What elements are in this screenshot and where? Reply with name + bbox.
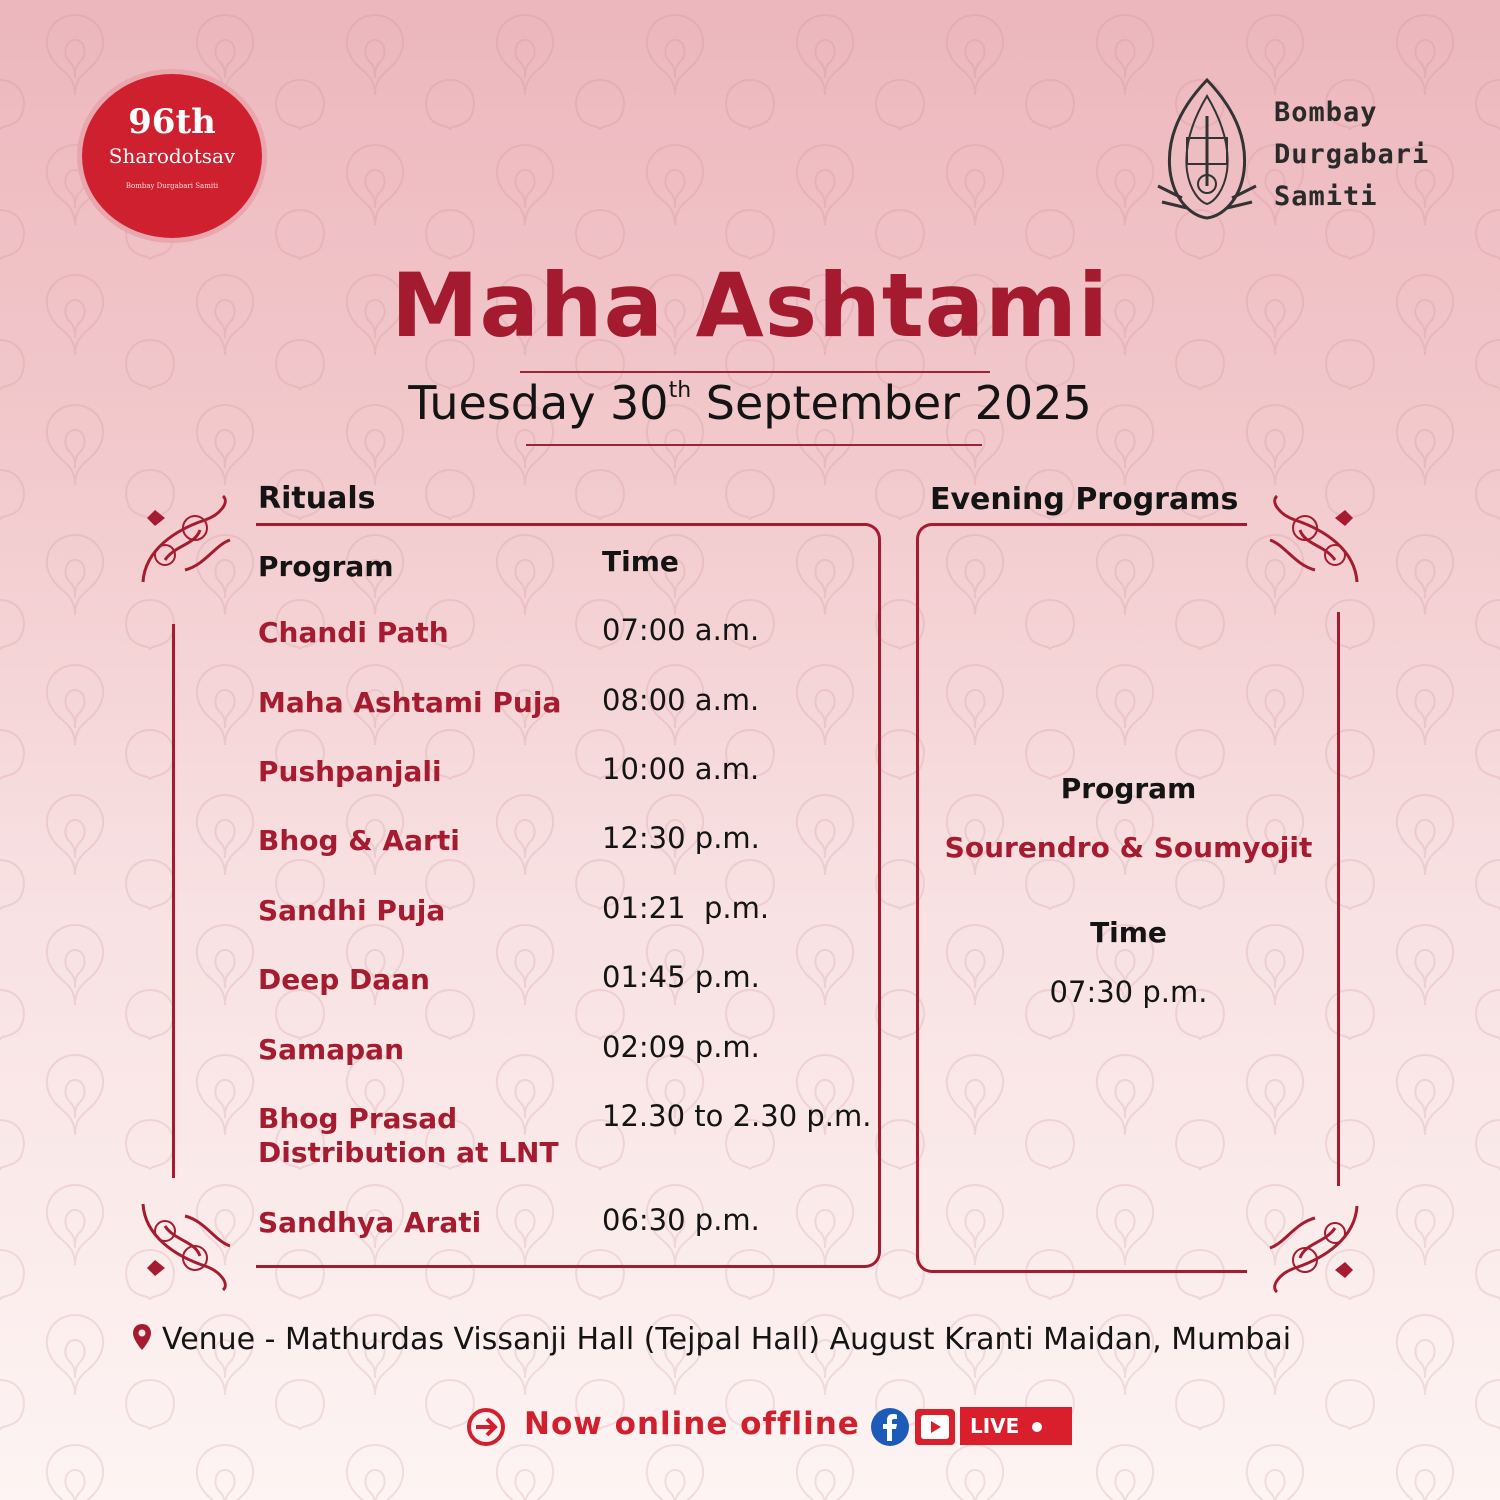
flourish-ornament-icon xyxy=(1265,490,1365,590)
organization-line-1: Bombay xyxy=(1274,97,1378,128)
date-top-rule xyxy=(520,371,990,373)
ritual-name-9: Sandhya Arati xyxy=(258,1206,482,1239)
ritual-name-5: Sandhi Puja xyxy=(258,894,446,927)
event-date xyxy=(0,376,1500,430)
ritual-time-1: 07:00 a.m. xyxy=(602,613,760,647)
organization-line-2: Durgabari xyxy=(1274,139,1430,170)
ritual-name-4: Bhog & Aarti xyxy=(258,824,460,857)
venue-text: Venue - Mathurdas Vissanji Hall (Tejpal Hall) August Kranti Maidan, Mumbai xyxy=(162,1322,1292,1357)
live-label: LIVE xyxy=(970,1414,1020,1438)
sharodotsav-badge xyxy=(82,74,262,238)
rituals-col-program: Program xyxy=(258,550,394,583)
flourish-ornament-icon xyxy=(1265,1198,1365,1298)
badge-word: Sharodotsav xyxy=(108,144,236,168)
ritual-name-2: Maha Ashtami Puja xyxy=(258,686,562,719)
ritual-time-6: 01:45 p.m. xyxy=(602,960,760,994)
live-dot-icon xyxy=(1032,1422,1042,1432)
ritual-name-6: Deep Daan xyxy=(258,963,430,996)
arrow-right-circle-icon xyxy=(466,1407,506,1447)
ritual-name-7: Samapan xyxy=(258,1033,405,1066)
evening-program-value: Sourendro & Soumyojit xyxy=(944,831,1313,864)
evening-right-rule xyxy=(1337,612,1340,1186)
rituals-heading: Rituals xyxy=(258,481,376,516)
date-day: Tuesday 30 xyxy=(408,376,669,430)
ritual-time-8: 12.30 to 2.30 p.m. xyxy=(602,1099,872,1133)
evening-time-label: Time xyxy=(1090,916,1167,949)
evening-time-value: 07:30 p.m. xyxy=(1049,975,1208,1009)
page-title: Maha Ashtami xyxy=(390,254,1110,357)
evening-heading: Evening Programs xyxy=(930,482,1239,517)
ritual-time-2: 08:00 a.m. xyxy=(602,683,760,717)
organization-line-3: Samiti xyxy=(1274,181,1378,212)
badge-tagline: Bombay Durgabari Samiti xyxy=(125,182,219,190)
online-banner xyxy=(466,1402,1076,1452)
ritual-name-1: Chandi Path xyxy=(258,616,449,649)
organization-name xyxy=(1274,92,1429,218)
rituals-left-rule xyxy=(172,624,175,1178)
evening-program-label: Program xyxy=(1060,772,1197,805)
location-pin-icon xyxy=(132,1323,152,1351)
live-badge[interactable] xyxy=(960,1407,1072,1445)
date-bottom-rule xyxy=(526,444,982,446)
youtube-icon[interactable] xyxy=(914,1408,956,1446)
ritual-name-3: Pushpanjali xyxy=(258,755,442,788)
date-suffix: th xyxy=(668,377,692,403)
durgabari-emblem-icon xyxy=(1152,76,1262,222)
flourish-ornament-icon xyxy=(135,490,235,590)
ritual-name-8: Bhog Prasad Distribution at LNT xyxy=(258,1102,559,1169)
evening-frame xyxy=(916,523,1247,1273)
ritual-time-5: 01:21 p.m. xyxy=(602,891,770,925)
venue-line xyxy=(132,1322,1291,1357)
ritual-time-4: 12:30 p.m. xyxy=(602,821,760,855)
rituals-col-time: Time xyxy=(602,545,679,578)
flourish-ornament-icon xyxy=(135,1196,235,1296)
date-month-year: September 2025 xyxy=(691,376,1092,430)
ritual-time-3: 10:00 a.m. xyxy=(602,752,760,786)
ritual-time-9: 06:30 p.m. xyxy=(602,1203,760,1237)
online-text: Now online offline xyxy=(524,1406,860,1442)
ritual-time-7: 02:09 p.m. xyxy=(602,1030,760,1064)
badge-number: 96th xyxy=(128,102,216,142)
facebook-icon[interactable] xyxy=(870,1407,910,1447)
